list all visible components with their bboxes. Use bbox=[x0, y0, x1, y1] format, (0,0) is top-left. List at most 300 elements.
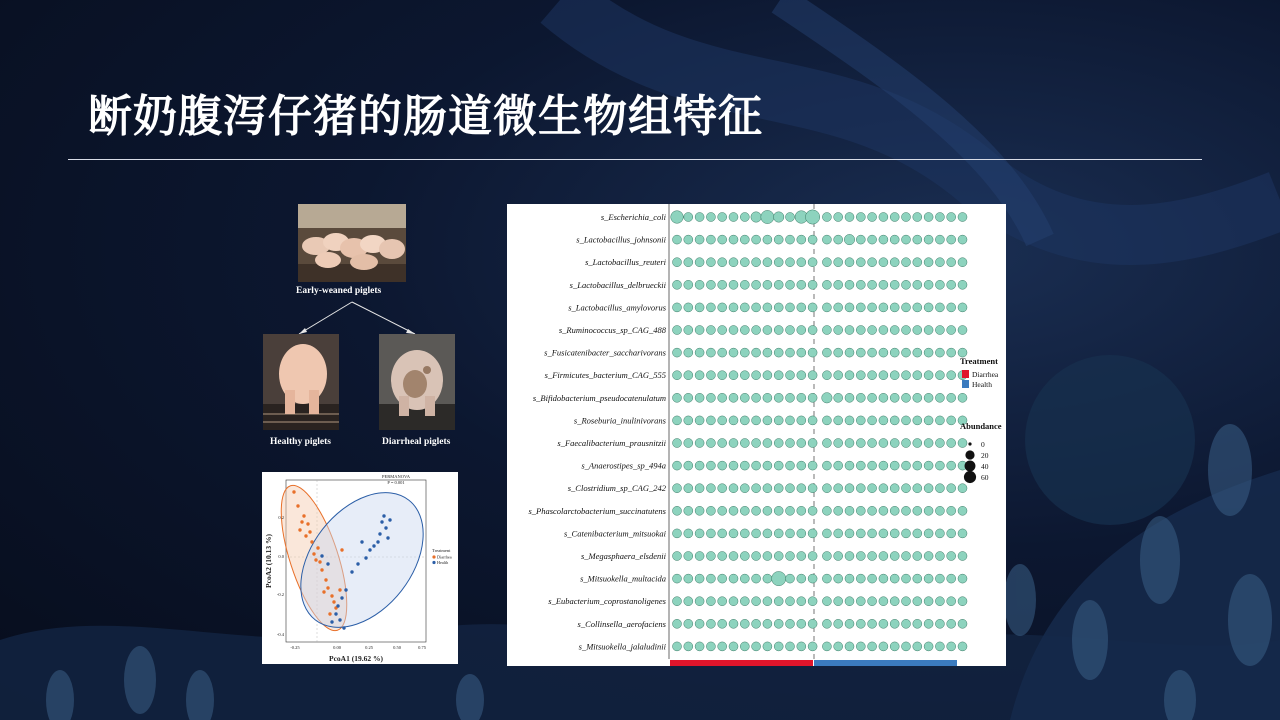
abundance-bubble bbox=[868, 574, 877, 583]
abundance-bubble bbox=[924, 348, 933, 357]
abundance-bubble bbox=[752, 461, 761, 470]
pcoa-legend-diarrhea-swatch bbox=[432, 555, 435, 558]
abundance-bubble bbox=[718, 393, 727, 402]
abundance-bubble bbox=[672, 416, 681, 425]
abundance-bubble bbox=[752, 303, 761, 312]
abundance-bubble bbox=[695, 642, 704, 651]
health-point bbox=[382, 514, 385, 517]
species-label: s_Lactobacillus_delbrueckii bbox=[569, 279, 666, 290]
abundance-bubble bbox=[958, 280, 967, 289]
abundance-bubble bbox=[797, 235, 806, 244]
abundance-bubble bbox=[752, 619, 761, 628]
abundance-bubble bbox=[695, 280, 704, 289]
abundance-bubble bbox=[856, 484, 865, 493]
abundance-bubble bbox=[947, 642, 956, 651]
abundance-bubble bbox=[935, 619, 944, 628]
abundance-bubble bbox=[797, 619, 806, 628]
abundance-bubble bbox=[958, 551, 967, 560]
abundance-bubble bbox=[958, 258, 967, 267]
abundance-bubble bbox=[856, 438, 865, 447]
abundance-bubble bbox=[913, 484, 922, 493]
abundance-bubble bbox=[718, 619, 727, 628]
abundance-bubble bbox=[752, 393, 761, 402]
abundance-bubble bbox=[834, 235, 843, 244]
abundance-bubble bbox=[845, 506, 854, 515]
abundance-bubble bbox=[868, 348, 877, 357]
abundance-bubble bbox=[856, 529, 865, 538]
pcoa-xlabel: PcoA1 (19.62 %) bbox=[329, 654, 383, 663]
abundance-bubble bbox=[935, 461, 944, 470]
health-point bbox=[330, 620, 333, 623]
abundance-bubble bbox=[785, 348, 794, 357]
abundance-bubble bbox=[935, 348, 944, 357]
abundance-bubble bbox=[808, 371, 817, 380]
abundance-bubble bbox=[774, 258, 783, 267]
abundance-bubble bbox=[706, 597, 715, 606]
abundance-bubble bbox=[706, 325, 715, 334]
abundance-bubble bbox=[774, 551, 783, 560]
abundance-bubble bbox=[901, 212, 910, 221]
abundance-bubble bbox=[924, 371, 933, 380]
abundance-bubble bbox=[763, 393, 772, 402]
abundance-bubble bbox=[822, 484, 831, 493]
abundance-bubble bbox=[695, 484, 704, 493]
abundance-bubble bbox=[774, 348, 783, 357]
abundance-bubble bbox=[822, 551, 831, 560]
abundance-bubble bbox=[935, 597, 944, 606]
abundance-bubble bbox=[879, 235, 888, 244]
abundance-bubble bbox=[834, 325, 843, 334]
abundance-bubble bbox=[684, 280, 693, 289]
diarrhea-point bbox=[292, 490, 295, 493]
diarrhea-group-bar bbox=[670, 660, 813, 666]
abundance-bubble bbox=[718, 235, 727, 244]
health-group-bar bbox=[814, 660, 957, 666]
abundance-bubble bbox=[684, 574, 693, 583]
abundance-bubble bbox=[913, 212, 922, 221]
abundance-bubble bbox=[729, 348, 738, 357]
abundance-bubble bbox=[947, 551, 956, 560]
abundance-bubble bbox=[772, 571, 786, 585]
abundance-bubble bbox=[752, 325, 761, 334]
abundance-bubble bbox=[774, 484, 783, 493]
health-point bbox=[368, 548, 371, 551]
abundance-bubble bbox=[856, 371, 865, 380]
abundance-bubble bbox=[856, 325, 865, 334]
abundance-bubble bbox=[822, 280, 831, 289]
abundance-bubble bbox=[901, 280, 910, 289]
diarrhea-point bbox=[322, 590, 325, 593]
abundance-bubble bbox=[834, 280, 843, 289]
abundance-bubble bbox=[868, 529, 877, 538]
abundance-bubble bbox=[822, 529, 831, 538]
abundance-bubble bbox=[740, 325, 749, 334]
abundance-bubble bbox=[856, 574, 865, 583]
abundance-bubble bbox=[752, 551, 761, 560]
abundance-bubble bbox=[729, 325, 738, 334]
abundance-bubble bbox=[740, 416, 749, 425]
species-label: s_Lactobacillus_amylovorus bbox=[568, 302, 666, 313]
abundance-bubble bbox=[868, 258, 877, 267]
abundance-bubble bbox=[913, 438, 922, 447]
abundance-bubble bbox=[706, 551, 715, 560]
abundance-bubble bbox=[808, 325, 817, 334]
abundance-bubble bbox=[845, 438, 854, 447]
abundance-bubble bbox=[890, 325, 899, 334]
abundance-bubble bbox=[924, 303, 933, 312]
abundance-bubble bbox=[706, 258, 715, 267]
abundance-bubble bbox=[729, 416, 738, 425]
abundance-bubble bbox=[901, 416, 910, 425]
abundance-bubble bbox=[785, 506, 794, 515]
abundance-bubble bbox=[890, 212, 899, 221]
abundance-bubble bbox=[935, 551, 944, 560]
abundance-bubble bbox=[763, 438, 772, 447]
abundance-bubble bbox=[729, 642, 738, 651]
abundance-bubble bbox=[672, 619, 681, 628]
abundance-bubble bbox=[834, 506, 843, 515]
abundance-bubble bbox=[935, 574, 944, 583]
abundance-bubble bbox=[834, 461, 843, 470]
abundance-bubble bbox=[822, 325, 831, 334]
abundance-bubble bbox=[947, 597, 956, 606]
abundance-bubble bbox=[684, 416, 693, 425]
abundance-bubble bbox=[845, 529, 854, 538]
abundance-bubble bbox=[879, 438, 888, 447]
abundance-bubble bbox=[763, 348, 772, 357]
health-point bbox=[360, 540, 363, 543]
abundance-bubble bbox=[822, 393, 832, 403]
abundance-bubble bbox=[913, 258, 922, 267]
abundance-bubble bbox=[924, 506, 933, 515]
abundance-bubble bbox=[761, 210, 774, 223]
abundance-bubble bbox=[695, 551, 704, 560]
abundance-bubble bbox=[684, 212, 693, 221]
abundance-bubble bbox=[773, 212, 783, 222]
abundance-bubble bbox=[718, 484, 727, 493]
diarrhea-point bbox=[296, 504, 299, 507]
abundance-bubble bbox=[808, 235, 817, 244]
abundance-bubble bbox=[752, 416, 761, 425]
abundance-bubble bbox=[706, 484, 715, 493]
abundance-bubble bbox=[822, 438, 831, 447]
abundance-bubble bbox=[729, 438, 738, 447]
abundance-bubble bbox=[890, 371, 899, 380]
abundance-bubble bbox=[740, 280, 749, 289]
abundance-bubble bbox=[890, 597, 899, 606]
permanova-p: P = 0.001 bbox=[387, 480, 405, 485]
abundance-bubble bbox=[672, 461, 681, 470]
abundance-bubble bbox=[913, 348, 922, 357]
abundance-bubble bbox=[774, 642, 783, 651]
abundance-bubble bbox=[924, 438, 933, 447]
abundance-bubble bbox=[672, 348, 681, 357]
abundance-bubble bbox=[718, 371, 727, 380]
abundance-bubble bbox=[913, 551, 922, 560]
abundance-bubble bbox=[729, 393, 738, 402]
abundance-bubble bbox=[797, 280, 806, 289]
abundance-bubble bbox=[740, 393, 749, 402]
abundance-bubble bbox=[947, 325, 956, 334]
abundance-bubble bbox=[845, 280, 854, 289]
abundance-bubble bbox=[774, 371, 783, 380]
abundance-bubble bbox=[879, 348, 888, 357]
abundance-bubble bbox=[684, 619, 693, 628]
abundance-bubble bbox=[740, 619, 749, 628]
abundance-bubble bbox=[797, 348, 806, 357]
abundance-bubble bbox=[763, 506, 772, 515]
abundance-bubble bbox=[913, 371, 922, 380]
health-point bbox=[320, 554, 323, 557]
abundance-bubble bbox=[947, 416, 956, 425]
abundance-bubble bbox=[879, 597, 888, 606]
abundance-bubble bbox=[684, 597, 693, 606]
abundance-bubble bbox=[752, 642, 761, 651]
abundance-bubble bbox=[672, 325, 681, 334]
abundance-bubble bbox=[856, 461, 865, 470]
abundance-bubble bbox=[740, 484, 749, 493]
diarrhea-point bbox=[300, 520, 303, 523]
abundance-bubble bbox=[868, 438, 877, 447]
abundance-bubble bbox=[785, 258, 794, 267]
abundance-bubble bbox=[785, 529, 794, 538]
diarrhea-point bbox=[324, 578, 327, 581]
abundance-bubble bbox=[924, 325, 933, 334]
abundance-bubble bbox=[947, 303, 956, 312]
abundance-bubble bbox=[797, 461, 806, 470]
abundance-bubble bbox=[785, 438, 794, 447]
abundance-bubble bbox=[924, 551, 933, 560]
species-label: s_Mitsuokella_jalaludinii bbox=[578, 641, 666, 652]
health-point bbox=[380, 520, 383, 523]
abundance-bubble bbox=[729, 484, 738, 493]
abundance-bubble bbox=[785, 280, 794, 289]
abundance-bubble bbox=[785, 642, 794, 651]
abundance-bubble bbox=[671, 211, 684, 224]
abundance-bubble bbox=[958, 642, 967, 651]
abundance-bubble bbox=[890, 348, 899, 357]
abundance-bubble bbox=[740, 371, 749, 380]
abundance-bubble bbox=[718, 212, 727, 221]
abundance-bubble bbox=[805, 210, 819, 224]
treatment-legend-title: Treatment bbox=[960, 356, 998, 366]
abundance-bubble bbox=[729, 597, 738, 606]
abundance-bubble bbox=[834, 529, 843, 538]
abundance-legend-dot bbox=[965, 450, 974, 459]
abundance-bubble bbox=[868, 461, 877, 470]
species-label: s_Escherichia_coli bbox=[600, 212, 666, 222]
pcoa-ytick-3: -0.4 bbox=[276, 632, 284, 637]
abundance-bubble bbox=[845, 642, 854, 651]
diarrhea-point bbox=[312, 552, 315, 555]
abundance-bubble bbox=[740, 348, 749, 357]
abundance-bubble bbox=[695, 325, 704, 334]
abundance-bubble bbox=[913, 619, 922, 628]
abundance-bubble bbox=[822, 303, 831, 312]
abundance-bubble bbox=[797, 258, 806, 267]
abundance-bubble bbox=[740, 258, 749, 267]
health-point bbox=[342, 626, 345, 629]
abundance-bubble bbox=[718, 325, 727, 334]
abundance-bubble bbox=[785, 416, 794, 425]
abundance-bubble bbox=[718, 258, 727, 267]
abundance-bubble bbox=[808, 642, 817, 651]
abundance-bubble bbox=[808, 551, 817, 560]
abundance-bubble bbox=[706, 529, 715, 538]
pcoa-legend-health-swatch bbox=[432, 561, 435, 564]
abundance-bubble bbox=[695, 303, 704, 312]
abundance-bubble bbox=[868, 506, 877, 515]
abundance-bubble bbox=[901, 258, 910, 267]
abundance-bubble bbox=[924, 280, 933, 289]
health-point bbox=[344, 588, 347, 591]
abundance-bubble bbox=[684, 393, 693, 402]
abundance-bubble bbox=[706, 303, 715, 312]
abundance-bubble bbox=[729, 235, 738, 244]
abundance-bubble bbox=[684, 461, 693, 470]
abundance-bubble bbox=[856, 280, 865, 289]
abundance-legend-title: Abundance bbox=[960, 421, 1002, 431]
abundance-bubble bbox=[718, 529, 727, 538]
abundance-bubble bbox=[856, 348, 865, 357]
abundance-bubble bbox=[695, 529, 704, 538]
abundance-bubble bbox=[958, 325, 967, 334]
abundance-bubble bbox=[947, 258, 956, 267]
species-label: s_Clostridium_sp_CAG_242 bbox=[567, 483, 666, 494]
abundance-bubble bbox=[740, 529, 749, 538]
abundance-bubble bbox=[797, 529, 806, 538]
abundance-bubble bbox=[879, 393, 888, 402]
abundance-bubble bbox=[947, 371, 956, 380]
abundance-bubble bbox=[913, 642, 922, 651]
species-label: s_Megasphaera_elsdenii bbox=[581, 551, 666, 561]
abundance-bubble bbox=[763, 303, 772, 312]
abundance-bubble bbox=[752, 529, 761, 538]
abundance-bubble bbox=[947, 212, 956, 221]
abundance-bubble bbox=[924, 258, 933, 267]
abundance-bubble bbox=[797, 642, 806, 651]
health-point bbox=[350, 570, 353, 573]
pcoa-ytick-0: 0.2 bbox=[278, 515, 284, 520]
abundance-bubble bbox=[763, 529, 772, 538]
abundance-bubble bbox=[752, 484, 761, 493]
pcoa-xtick-1: 0.00 bbox=[333, 645, 341, 650]
health-point bbox=[376, 540, 379, 543]
diarrhea-point bbox=[338, 588, 341, 591]
abundance-bubble bbox=[856, 619, 865, 628]
abundance-bubble bbox=[808, 280, 817, 289]
abundance-bubble bbox=[834, 371, 843, 380]
abundance-bubble bbox=[890, 574, 899, 583]
slide-title: 断奶腹泻仔猪的肠道微生物组特征 bbox=[88, 91, 763, 142]
diarrheal-piglet-photo bbox=[379, 334, 455, 430]
abundance-bubble bbox=[913, 280, 922, 289]
abundance-bubble bbox=[924, 529, 933, 538]
abundance-bubble bbox=[958, 619, 967, 628]
abundance-bubble bbox=[752, 574, 761, 583]
diarrhea-point bbox=[328, 612, 331, 615]
abundance-bubble bbox=[763, 235, 772, 244]
abundance-legend-label: 40 bbox=[981, 462, 989, 471]
abundance-bubble bbox=[740, 212, 749, 221]
abundance-bubble bbox=[913, 461, 922, 470]
species-label: s_Ruminococcus_sp_CAG_488 bbox=[558, 325, 666, 335]
abundance-bubble bbox=[684, 325, 693, 334]
diarrhea-point bbox=[310, 540, 313, 543]
abundance-bubble bbox=[785, 597, 794, 606]
abundance-bubble bbox=[672, 529, 681, 538]
abundance-bubble bbox=[740, 574, 749, 583]
species-label: s_Fusicatenibacter_saccharivorans bbox=[544, 347, 666, 358]
abundance-bubble bbox=[684, 642, 693, 651]
abundance-bubble bbox=[763, 484, 772, 493]
abundance-bubble bbox=[822, 235, 831, 244]
abundance-bubble bbox=[808, 597, 817, 606]
abundance-bubble bbox=[718, 416, 727, 425]
abundance-bubble bbox=[774, 303, 783, 312]
abundance-bubble bbox=[947, 438, 956, 447]
abundance-bubble bbox=[947, 280, 956, 289]
abundance-bubble bbox=[901, 371, 910, 380]
abundance-bubble bbox=[901, 348, 910, 357]
diarrheal-caption: Diarrheal piglets bbox=[382, 437, 451, 447]
abundance-bubble bbox=[947, 235, 956, 244]
abundance-bubble bbox=[856, 235, 865, 244]
abundance-bubble bbox=[834, 597, 843, 606]
abundance-bubble bbox=[808, 461, 817, 470]
abundance-bubble bbox=[718, 506, 727, 515]
abundance-bubble bbox=[684, 551, 693, 560]
abundance-bubble bbox=[763, 416, 772, 425]
abundance-bubble bbox=[845, 258, 854, 267]
abundance-bubble bbox=[797, 484, 806, 493]
abundance-bubble bbox=[695, 235, 704, 244]
diarrhea-point bbox=[340, 548, 343, 551]
abundance-bubble bbox=[845, 551, 854, 560]
abundance-bubble bbox=[890, 280, 899, 289]
abundance-bubble bbox=[822, 416, 831, 425]
abundance-bubble bbox=[797, 574, 806, 583]
pcoa-xtick-4: 0.75 bbox=[418, 645, 426, 650]
abundance-bubble bbox=[901, 461, 910, 470]
diarrhea-point bbox=[298, 528, 301, 531]
abundance-bubble bbox=[797, 438, 806, 447]
abundance-bubble bbox=[868, 280, 877, 289]
health-point bbox=[334, 612, 337, 615]
abundance-bubble bbox=[935, 371, 944, 380]
abundance-bubble bbox=[808, 416, 817, 425]
species-label: s_Phascolarctobacterium_succinatutens bbox=[528, 505, 666, 516]
abundance-bubble bbox=[785, 371, 794, 380]
abundance-bubble bbox=[834, 258, 843, 267]
abundance-legend-dot bbox=[965, 461, 976, 472]
abundance-bubble bbox=[845, 348, 854, 357]
abundance-bubble bbox=[947, 484, 956, 493]
abundance-bubble bbox=[856, 212, 865, 221]
abundance-bubble bbox=[913, 506, 922, 515]
abundance-bubble bbox=[947, 393, 956, 402]
abundance-bubble bbox=[947, 348, 956, 357]
pcoa-plot bbox=[262, 472, 458, 664]
abundance-bubble bbox=[763, 574, 772, 583]
abundance-bubble bbox=[856, 258, 865, 267]
abundance-bubble bbox=[868, 619, 877, 628]
abundance-bubble bbox=[879, 212, 888, 221]
abundance-bubble bbox=[924, 642, 933, 651]
abundance-bubble bbox=[890, 438, 899, 447]
abundance-bubble bbox=[695, 619, 704, 628]
abundance-bubble bbox=[935, 325, 944, 334]
